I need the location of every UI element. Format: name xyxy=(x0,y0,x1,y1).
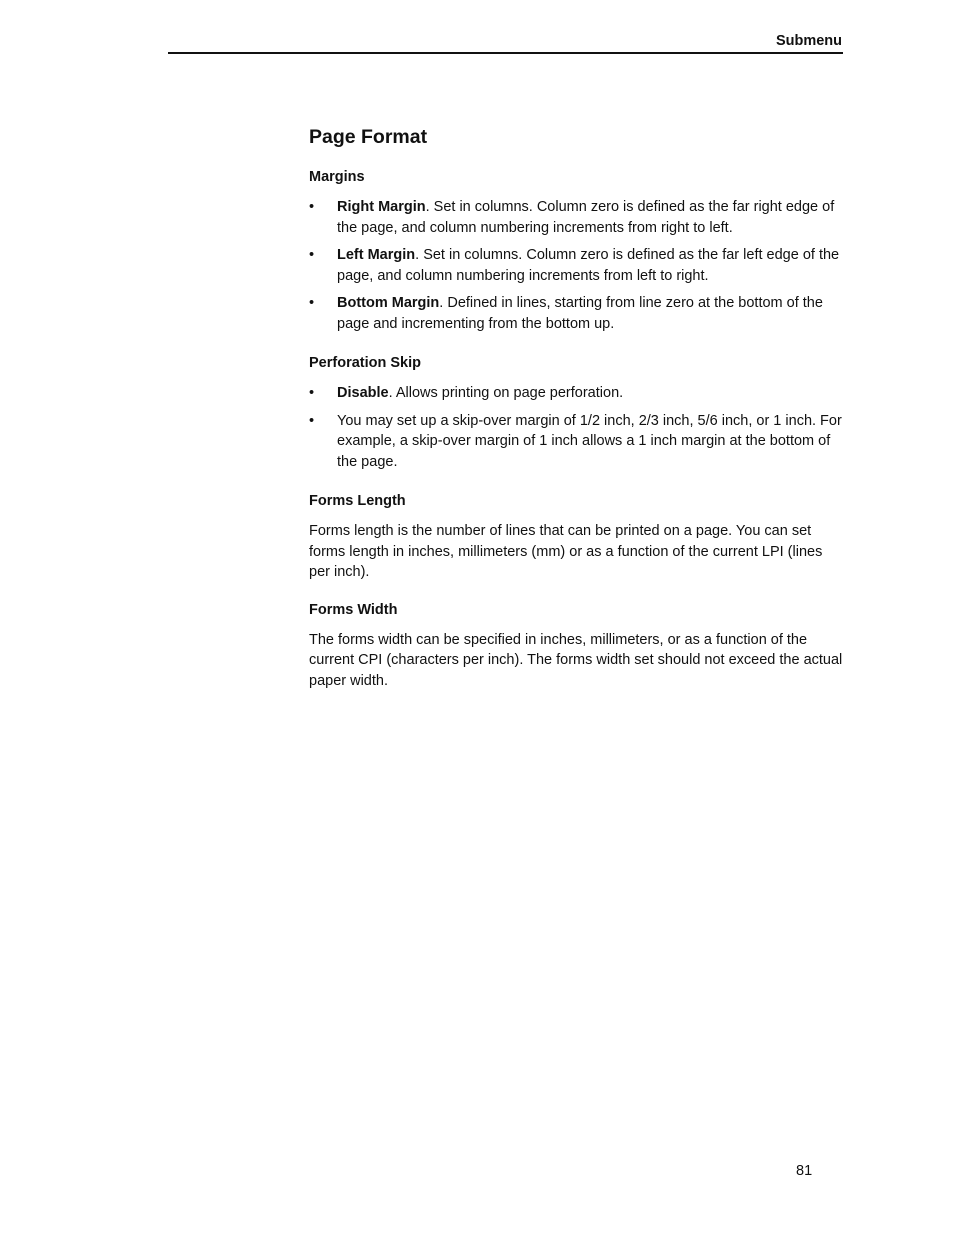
running-head xyxy=(168,32,843,54)
list-item xyxy=(309,383,843,404)
item-term: Disable xyxy=(337,385,389,401)
item-term: Bottom Margin xyxy=(337,295,440,311)
page-number: 81 xyxy=(796,1163,813,1179)
list-item xyxy=(309,197,843,238)
bullet-icon: • xyxy=(309,412,315,429)
item-term: Right Margin xyxy=(337,199,426,215)
bullet-icon: • xyxy=(309,385,315,401)
list-item xyxy=(309,293,843,334)
list-item xyxy=(309,411,843,473)
page-title: Page Format xyxy=(309,126,428,148)
forms-length-heading: Forms Length xyxy=(309,493,406,509)
item-term: Left Margin xyxy=(337,247,416,263)
item-text: . Set in columns. Column zero is defined as the far left edge of the page, and column numbering increments from left to right. xyxy=(337,247,840,284)
perforation-skip-heading: Perforation Skip xyxy=(309,355,421,371)
list-item xyxy=(309,245,843,286)
bullet-icon: • xyxy=(309,295,315,311)
forms-width-paragraph: The forms width can be specified in inches, millimeters, or as a function of the current CPI (characters per inch). The forms width set should not exceed the actual paper width. xyxy=(309,631,843,689)
margins-heading: Margins xyxy=(309,169,365,185)
item-text: . Defined in lines, starting from line zero at the bottom of the page and incrementing from the bottom up. xyxy=(337,295,823,332)
item-text: . Allows printing on page perforation. xyxy=(388,385,624,401)
perforation-skip-list xyxy=(309,383,843,472)
running-head-label: Submenu xyxy=(775,33,842,49)
item-text: . Set in columns. Column zero is defined as the far right edge of the page, and column numbering increments from right to left. xyxy=(337,199,835,236)
bullet-icon: • xyxy=(309,247,315,263)
forms-width-heading: Forms Width xyxy=(309,601,398,618)
bullet-icon: • xyxy=(309,199,315,215)
forms-length-paragraph: Forms length is the number of lines that can be printed on a page. You can set forms length in inches, millimeters (mm) or as a function of the current LPI (lines per inch). xyxy=(309,523,823,580)
item-text: You may set up a skip-over margin of 1/2 inch, 2/3 inch, 5/6 inch, or 1 inch. For example, a skip-over margin of 1 inch allows a 1 inch margin at the bottom of the page. xyxy=(337,412,842,470)
margins-list xyxy=(309,197,843,334)
page-content xyxy=(309,125,843,709)
